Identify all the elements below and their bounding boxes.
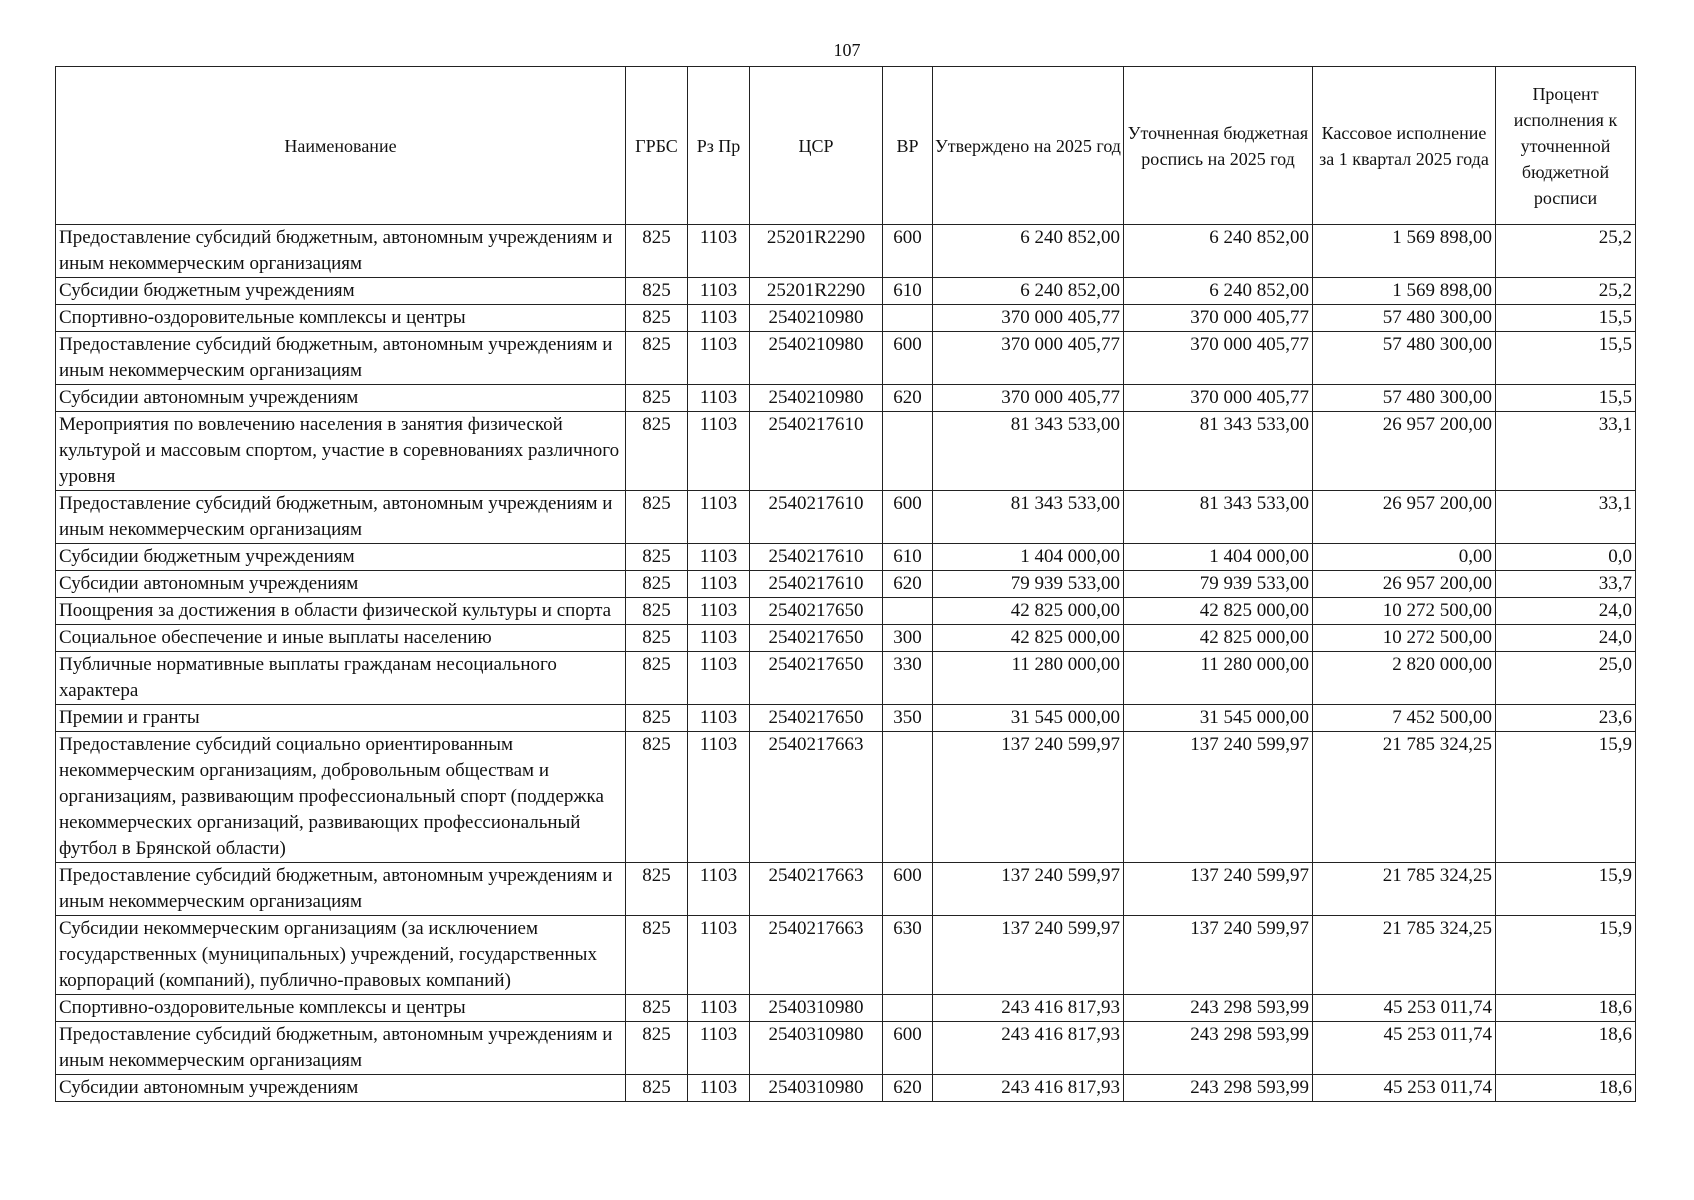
cell-refined: 243 298 593,99 [1124, 995, 1313, 1022]
cell-rzpr: 1103 [688, 732, 750, 863]
cell-percent: 18,6 [1496, 995, 1636, 1022]
cell-percent: 33,7 [1496, 571, 1636, 598]
table-row [56, 491, 1636, 544]
cell-approved: 370 000 405,77 [933, 385, 1124, 412]
cell-rzpr: 1103 [688, 1075, 750, 1102]
cell-vr: 620 [883, 385, 933, 412]
cell-approved: 42 825 000,00 [933, 598, 1124, 625]
cell-approved: 137 240 599,97 [933, 863, 1124, 916]
cell-percent: 0,0 [1496, 544, 1636, 571]
cell-name: Премии и гранты [56, 705, 626, 732]
header-name: Наименование [56, 67, 626, 225]
cell-vr: 600 [883, 225, 933, 278]
cell-name: Субсидии бюджетным учреждениям [56, 544, 626, 571]
cell-name: Спортивно-оздоровительные комплексы и центры [56, 305, 626, 332]
cell-name: Предоставление субсидий бюджетным, автономным учреждениям и иным некоммерческим организациям [56, 491, 626, 544]
table-row [56, 225, 1636, 278]
cell-percent: 23,6 [1496, 705, 1636, 732]
table-row [56, 732, 1636, 863]
cell-refined: 370 000 405,77 [1124, 305, 1313, 332]
cell-approved: 6 240 852,00 [933, 225, 1124, 278]
cell-refined: 81 343 533,00 [1124, 412, 1313, 491]
cell-rzpr: 1103 [688, 625, 750, 652]
cell-approved: 243 416 817,93 [933, 1075, 1124, 1102]
cell-percent: 15,9 [1496, 916, 1636, 995]
cell-vr: 350 [883, 705, 933, 732]
cell-csr: 2540217663 [750, 863, 883, 916]
table-row [56, 652, 1636, 705]
cell-grbs: 825 [626, 491, 688, 544]
cell-cash: 57 480 300,00 [1313, 332, 1496, 385]
cell-percent: 25,0 [1496, 652, 1636, 705]
page-number: 107 [833, 40, 861, 60]
cell-percent: 15,9 [1496, 732, 1636, 863]
cell-rzpr: 1103 [688, 598, 750, 625]
cell-refined: 42 825 000,00 [1124, 625, 1313, 652]
table-row [56, 705, 1636, 732]
cell-cash: 45 253 011,74 [1313, 995, 1496, 1022]
cell-csr: 2540217650 [750, 598, 883, 625]
table-row [56, 598, 1636, 625]
table-row [56, 995, 1636, 1022]
cell-percent: 25,2 [1496, 225, 1636, 278]
cell-vr: 620 [883, 571, 933, 598]
cell-refined: 1 404 000,00 [1124, 544, 1313, 571]
header-row [56, 67, 1636, 225]
cell-vr [883, 598, 933, 625]
cell-percent: 15,5 [1496, 305, 1636, 332]
table-row [56, 1075, 1636, 1102]
cell-cash: 21 785 324,25 [1313, 732, 1496, 863]
table-row [56, 625, 1636, 652]
cell-percent: 18,6 [1496, 1022, 1636, 1075]
cell-approved: 370 000 405,77 [933, 305, 1124, 332]
cell-grbs: 825 [626, 652, 688, 705]
cell-csr: 2540217610 [750, 412, 883, 491]
cell-grbs: 825 [626, 1075, 688, 1102]
table-row [56, 305, 1636, 332]
cell-rzpr: 1103 [688, 225, 750, 278]
cell-rzpr: 1103 [688, 916, 750, 995]
cell-approved: 81 343 533,00 [933, 491, 1124, 544]
cell-name: Мероприятия по вовлечению населения в занятия физической культурой и массовым спортом, участие в соревнованиях различного уровня [56, 412, 626, 491]
header-grbs: ГРБС [626, 67, 688, 225]
cell-vr [883, 305, 933, 332]
cell-grbs: 825 [626, 916, 688, 995]
header-cash: Кассовое исполнение за 1 квартал 2025 года [1313, 67, 1496, 225]
table-row [56, 385, 1636, 412]
cell-percent: 33,1 [1496, 412, 1636, 491]
cell-vr: 630 [883, 916, 933, 995]
cell-vr [883, 732, 933, 863]
cell-vr: 600 [883, 332, 933, 385]
cell-rzpr: 1103 [688, 863, 750, 916]
table-body [56, 225, 1636, 1102]
cell-refined: 81 343 533,00 [1124, 491, 1313, 544]
cell-csr: 2540217650 [750, 652, 883, 705]
cell-refined: 243 298 593,99 [1124, 1075, 1313, 1102]
cell-grbs: 825 [626, 705, 688, 732]
cell-refined: 6 240 852,00 [1124, 225, 1313, 278]
cell-name: Поощрения за достижения в области физической культуры и спорта [56, 598, 626, 625]
cell-rzpr: 1103 [688, 278, 750, 305]
cell-vr: 610 [883, 544, 933, 571]
cell-cash: 1 569 898,00 [1313, 278, 1496, 305]
cell-approved: 42 825 000,00 [933, 625, 1124, 652]
cell-refined: 11 280 000,00 [1124, 652, 1313, 705]
cell-percent: 18,6 [1496, 1075, 1636, 1102]
cell-name: Субсидии автономным учреждениям [56, 1075, 626, 1102]
cell-name: Предоставление субсидий социально ориентированным некоммерческим организациям, добровольным обществам и организациям, развивающим профессиональный спорт (поддержка некоммерческих организаций, развивающих профессиональный футбол в Брянской области) [56, 732, 626, 863]
cell-approved: 1 404 000,00 [933, 544, 1124, 571]
cell-rzpr: 1103 [688, 491, 750, 544]
cell-name: Публичные нормативные выплаты гражданам несоциального характера [56, 652, 626, 705]
cell-csr: 2540210980 [750, 305, 883, 332]
cell-grbs: 825 [626, 625, 688, 652]
header-csr: ЦСР [750, 67, 883, 225]
cell-cash: 21 785 324,25 [1313, 916, 1496, 995]
cell-grbs: 825 [626, 385, 688, 412]
cell-cash: 7 452 500,00 [1313, 705, 1496, 732]
cell-grbs: 825 [626, 305, 688, 332]
cell-csr: 25201R2290 [750, 278, 883, 305]
cell-rzpr: 1103 [688, 995, 750, 1022]
cell-refined: 6 240 852,00 [1124, 278, 1313, 305]
cell-refined: 79 939 533,00 [1124, 571, 1313, 598]
table-row [56, 571, 1636, 598]
cell-refined: 31 545 000,00 [1124, 705, 1313, 732]
cell-percent: 15,5 [1496, 332, 1636, 385]
cell-cash: 21 785 324,25 [1313, 863, 1496, 916]
cell-percent: 15,5 [1496, 385, 1636, 412]
header-rzpr: Рз Пр [688, 67, 750, 225]
cell-csr: 2540310980 [750, 1022, 883, 1075]
cell-csr: 2540210980 [750, 385, 883, 412]
cell-vr: 600 [883, 1022, 933, 1075]
cell-name: Предоставление субсидий бюджетным, автономным учреждениям и иным некоммерческим организациям [56, 1022, 626, 1075]
table-row [56, 332, 1636, 385]
cell-grbs: 825 [626, 732, 688, 863]
cell-cash: 26 957 200,00 [1313, 571, 1496, 598]
cell-cash: 45 253 011,74 [1313, 1022, 1496, 1075]
cell-vr: 620 [883, 1075, 933, 1102]
cell-name: Предоставление субсидий бюджетным, автономным учреждениям и иным некоммерческим организациям [56, 332, 626, 385]
cell-percent: 25,2 [1496, 278, 1636, 305]
cell-cash: 57 480 300,00 [1313, 305, 1496, 332]
cell-name: Социальное обеспечение и иные выплаты населению [56, 625, 626, 652]
cell-grbs: 825 [626, 863, 688, 916]
cell-cash: 57 480 300,00 [1313, 385, 1496, 412]
cell-percent: 33,1 [1496, 491, 1636, 544]
cell-grbs: 825 [626, 544, 688, 571]
cell-approved: 81 343 533,00 [933, 412, 1124, 491]
cell-name: Субсидии некоммерческим организациям (за исключением государственных (муниципальных) учреждений, государственных корпораций (компаний), публично-правовых компаний) [56, 916, 626, 995]
cell-refined: 137 240 599,97 [1124, 732, 1313, 863]
cell-vr: 330 [883, 652, 933, 705]
budget-table [55, 66, 1636, 1102]
cell-name: Субсидии бюджетным учреждениям [56, 278, 626, 305]
cell-grbs: 825 [626, 412, 688, 491]
cell-grbs: 825 [626, 1022, 688, 1075]
cell-csr: 2540217610 [750, 544, 883, 571]
cell-csr: 2540210980 [750, 332, 883, 385]
cell-vr: 300 [883, 625, 933, 652]
cell-approved: 137 240 599,97 [933, 732, 1124, 863]
table-row [56, 916, 1636, 995]
table-row [56, 412, 1636, 491]
cell-approved: 370 000 405,77 [933, 332, 1124, 385]
table-header [56, 67, 1636, 225]
cell-grbs: 825 [626, 332, 688, 385]
cell-percent: 15,9 [1496, 863, 1636, 916]
cell-approved: 6 240 852,00 [933, 278, 1124, 305]
header-refined: Уточненная бюджетная роспись на 2025 год [1124, 67, 1313, 225]
cell-name: Субсидии автономным учреждениям [56, 571, 626, 598]
cell-cash: 2 820 000,00 [1313, 652, 1496, 705]
header-vr: ВР [883, 67, 933, 225]
cell-csr: 2540310980 [750, 995, 883, 1022]
header-approved: Утверждено на 2025 год [933, 67, 1124, 225]
table-row [56, 278, 1636, 305]
cell-csr: 2540217650 [750, 705, 883, 732]
cell-refined: 370 000 405,77 [1124, 385, 1313, 412]
cell-approved: 79 939 533,00 [933, 571, 1124, 598]
cell-rzpr: 1103 [688, 705, 750, 732]
cell-vr [883, 995, 933, 1022]
cell-rzpr: 1103 [688, 332, 750, 385]
cell-vr [883, 412, 933, 491]
cell-grbs: 825 [626, 995, 688, 1022]
cell-name: Предоставление субсидий бюджетным, автономным учреждениям и иным некоммерческим организациям [56, 225, 626, 278]
cell-refined: 42 825 000,00 [1124, 598, 1313, 625]
cell-percent: 24,0 [1496, 598, 1636, 625]
cell-approved: 137 240 599,97 [933, 916, 1124, 995]
cell-name: Предоставление субсидий бюджетным, автономным учреждениям и иным некоммерческим организациям [56, 863, 626, 916]
cell-grbs: 825 [626, 225, 688, 278]
cell-csr: 25201R2290 [750, 225, 883, 278]
cell-csr: 2540217650 [750, 625, 883, 652]
cell-grbs: 825 [626, 598, 688, 625]
cell-cash: 0,00 [1313, 544, 1496, 571]
cell-refined: 137 240 599,97 [1124, 863, 1313, 916]
cell-cash: 1 569 898,00 [1313, 225, 1496, 278]
cell-name: Субсидии автономным учреждениям [56, 385, 626, 412]
cell-rzpr: 1103 [688, 1022, 750, 1075]
cell-csr: 2540217663 [750, 732, 883, 863]
cell-rzpr: 1103 [688, 571, 750, 598]
cell-rzpr: 1103 [688, 412, 750, 491]
cell-csr: 2540217610 [750, 571, 883, 598]
header-percent: Процент исполнения к уточненной бюджетной росписи [1496, 67, 1636, 225]
cell-approved: 243 416 817,93 [933, 1022, 1124, 1075]
cell-percent: 24,0 [1496, 625, 1636, 652]
cell-grbs: 825 [626, 278, 688, 305]
table-row [56, 1022, 1636, 1075]
cell-vr: 600 [883, 491, 933, 544]
cell-cash: 26 957 200,00 [1313, 412, 1496, 491]
cell-vr: 600 [883, 863, 933, 916]
table-row [56, 863, 1636, 916]
cell-csr: 2540310980 [750, 1075, 883, 1102]
cell-csr: 2540217663 [750, 916, 883, 995]
cell-csr: 2540217610 [750, 491, 883, 544]
cell-rzpr: 1103 [688, 385, 750, 412]
cell-vr: 610 [883, 278, 933, 305]
cell-cash: 10 272 500,00 [1313, 625, 1496, 652]
cell-rzpr: 1103 [688, 544, 750, 571]
cell-refined: 243 298 593,99 [1124, 1022, 1313, 1075]
cell-rzpr: 1103 [688, 652, 750, 705]
cell-approved: 11 280 000,00 [933, 652, 1124, 705]
cell-grbs: 825 [626, 571, 688, 598]
cell-approved: 31 545 000,00 [933, 705, 1124, 732]
cell-rzpr: 1103 [688, 305, 750, 332]
cell-name: Спортивно-оздоровительные комплексы и центры [56, 995, 626, 1022]
cell-refined: 137 240 599,97 [1124, 916, 1313, 995]
cell-refined: 370 000 405,77 [1124, 332, 1313, 385]
cell-cash: 26 957 200,00 [1313, 491, 1496, 544]
cell-cash: 10 272 500,00 [1313, 598, 1496, 625]
cell-approved: 243 416 817,93 [933, 995, 1124, 1022]
cell-cash: 45 253 011,74 [1313, 1075, 1496, 1102]
table-row [56, 544, 1636, 571]
